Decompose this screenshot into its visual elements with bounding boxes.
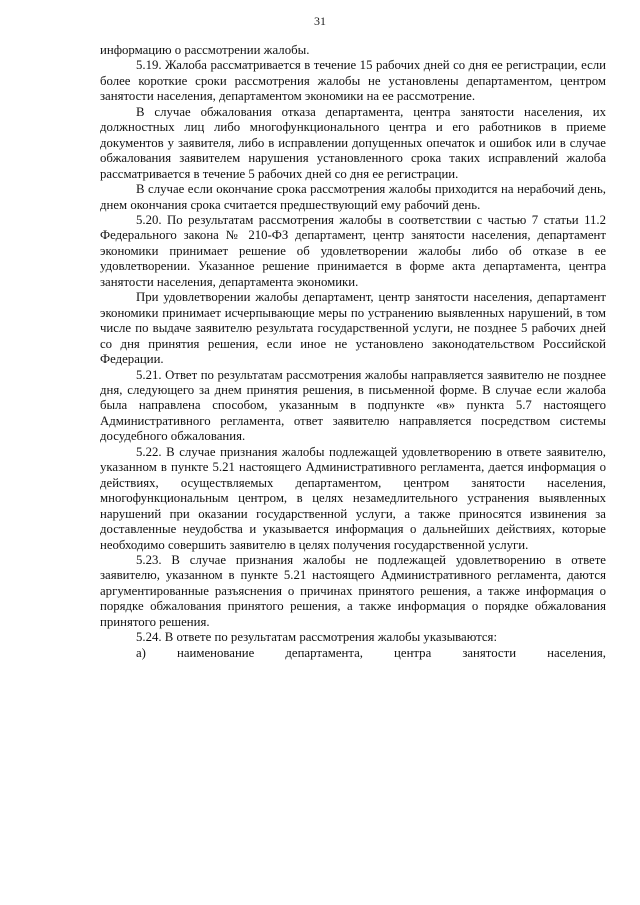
paragraph-refusal-appeal: В случае обжалования отказа департамента, центра занятости населения, их должностных лиц либо многофункционального центра и его работников в приеме документов у заявителя, либо в исправлении допущенных опечаток и ошибок или в случае обжалования заявителем нарушения установленного срока таких исправлений жалоба рассматривается в течение 5 рабочих дней со дня ее регистрации. [100, 104, 606, 181]
paragraph-continuation: информацию о рассмотрении жалобы. [100, 43, 310, 57]
document-body [100, 43, 606, 661]
paragraph-5-19: 5.19. Жалоба рассматривается в течение 15 рабочих дней со дня ее регистрации, если более короткие сроки рассмотрения жалобы не установлены департаментом, центром занятости населения, департаментом экономики на ее рассмотрение. [100, 58, 606, 104]
paragraph-non-working-day: В случае если окончание срока рассмотрения жалобы приходится на нерабочий день, днем окончания срока считается предшествующий ему рабочий день. [100, 182, 606, 212]
paragraph-5-20: 5.20. По результатам рассмотрения жалобы в соответствии с частью 7 статьи 11.2 Федерального закона № 210-ФЗ департамент, центр занятости населения, департамент экономики принимает решение об удовлетворении жалобы либо об отказе в ее удовлетворении. Указанное решение принимается в форме акта департамента, центра занятости населения, департамента экономики. [100, 212, 606, 289]
paragraph-5-24-item-a: а) наименование департамента, центра занятости населения, [136, 645, 606, 660]
paragraph-5-24: 5.24. В ответе по результатам рассмотрения жалобы указываются: [136, 630, 497, 645]
paragraph-5-23: 5.23. В случае признания жалобы не подлежащей удовлетворению в ответе заявителю, указанном в пункте 5.21 настоящего Административного регламента, даются аргументированные разъяснения о причинах принятого решения, а также информация о порядке обжалования принятого решения, а также информация о порядке обжалования принятого решения. [100, 552, 606, 629]
page-number: 31 [314, 14, 326, 28]
paragraph-5-22: 5.22. В случае признания жалобы подлежащей удовлетворению в ответе заявителю, указанном в пункте 5.21 настоящего Административного регламента, дается информация о действиях, осуществляемых департаментом, центром занятости населения, многофункциональным центром, в целях незамедлительного устранения выявленных нарушений при оказании государственной услуги, а также приносятся извинения за доставленные неудобства и указывается информация о дальнейших действиях, которые необходимо совершить заявителю в целях получения государственной услуги. [100, 444, 606, 552]
paragraph-5-21: 5.21. Ответ по результатам рассмотрения жалобы направляется заявителю не позднее дня, следующего за днем принятия решения, в письменной форме. В случае если жалоба была направлена способом, указанным в подпункте «в» пункта 5.7 настоящего Административного регламента, ответ заявителю направляется посредством системы досудебного обжалования. [100, 367, 606, 444]
paragraph-complaint-satisfaction: При удовлетворении жалобы департамент, центр занятости населения, департамент экономики принимает исчерпывающие меры по устранению выявленных нарушений, в том числе по выдаче заявителю результата государственной услуги, не позднее 5 рабочих дней со дня принятия решения, если иное не установлено законодательством Российской Федерации. [100, 290, 606, 367]
